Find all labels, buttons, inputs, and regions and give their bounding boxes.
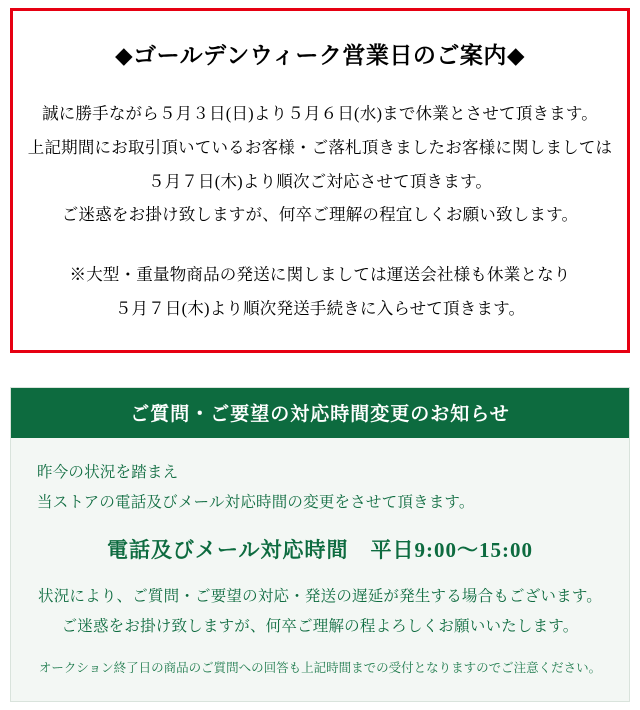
- notice-page: [0, 8, 640, 710]
- support-hours-notice-body: [11, 438, 629, 701]
- holiday-notice-box: [10, 8, 630, 353]
- support-hours-body-line-1: 状況により、ご質問・ご要望の対応・発送の遅延が発生する場合もございます。: [38, 588, 602, 606]
- support-hours-notice-title: ご質問・ご要望の対応時間変更のお知らせ: [11, 388, 629, 438]
- support-hours-value: 電話及びメール対応時間 平日9:00〜15:00: [106, 538, 534, 563]
- holiday-notice-shipping-line-1: ※大型・重量物商品の発送に関しましては運送会社様も休業となり: [69, 265, 571, 285]
- holiday-notice-line-1: 誠に勝手ながら５月３日(日)より５月６日(水)まで休業とさせて頂きます。: [42, 103, 598, 123]
- holiday-notice-spacer: [27, 232, 613, 258]
- support-hours-intro-line-1: 昨今の状況を踏まえ: [37, 463, 179, 481]
- support-hours-notice-box: [10, 387, 630, 702]
- holiday-notice-headline: ◆ゴールデンウィーク営業日のご案内◆: [114, 43, 526, 68]
- holiday-notice-shipping-line-2: ５月７日(木)より順次発送手続きに入らせて頂きます。: [114, 298, 526, 318]
- holiday-notice-line-2: 上記期間にお取引頂いているお客様・ご落札頂きましたお客様に関しましては: [27, 137, 613, 157]
- holiday-notice-line-4: ご迷惑をお掛け致しますが、何卒ご理解の程宜しくお願い致します。: [61, 205, 579, 225]
- support-hours-footnote: オークション終了日の商品のご質問への回答も上記時間までの受付となりますのでご注意ください。: [38, 660, 602, 675]
- holiday-notice-line-3: ５月７日(木)より順次ご対応させて頂きます。: [147, 171, 493, 191]
- support-hours-body-line-2: ご迷惑をお掛け致しますが、何卒ご理解の程よろしくお願いいたします。: [61, 618, 579, 636]
- support-hours-intro-line-2: 当ストアの電話及びメール対応時間の変更をさせて頂きます。: [37, 493, 475, 511]
